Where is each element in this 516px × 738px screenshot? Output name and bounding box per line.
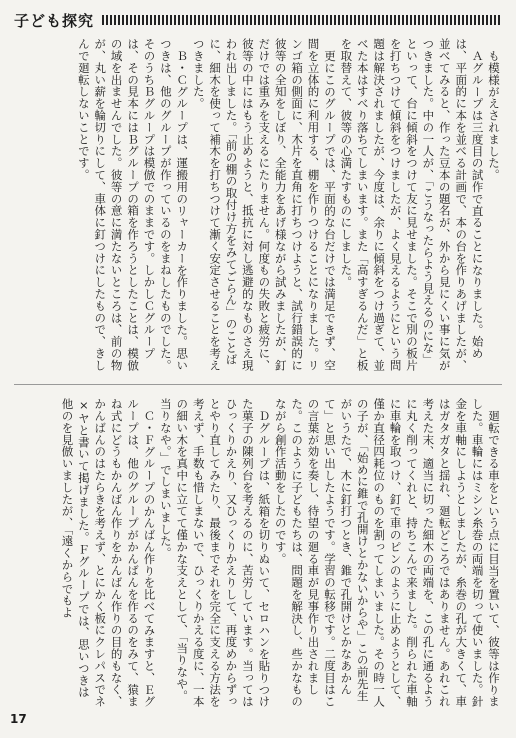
paragraph: Ｂ・Ｃグループは、運搬用のリャーカーを作りました。思いつきは、他のグループが作っているのをまねしたものでした。そのうちＢグループは模倣でのままです。しかしＣグループは、その見本にはＢグループの箱を作ろうとしたことは、模倣の域を出ませんでした。彼等の意に満たないところは、前の物が、丸い薪を輪切りにして、車体に釘つけにしたもので、きしんで廻転しないことです。 bbox=[76, 38, 190, 372]
paragraph: 更にこのグループでは、平面的な台だけでは満足できず、空間を立体的に利用する、棚を作りつけることになりました。リンゴ箱の側面に、木片を直角に打ちつけようと、試行錯誤的に彼等の全知をしぼり、全能力をあげ様ながら試みましたが、釘だけでは重みを支えるにたりません。何度もの失敗と疲労に、彼等の中にはもう止めようと、抵抗に対し逃避的なものさえ現われ出しました。「前の棚の取付け方をみてごらん」のことばに、細木を使って補木を打ちつけて漸く安定させることを考えつきました。 bbox=[191, 38, 337, 372]
paragraph: Ｃ・Ｆグループのかんばん作りを比べてみますと、Ｅグループは、他のグループがかんばんを作るのをみて、猿まね式にどうもかんばん作りをかんばん作りの目的もなく、かんばんのはたらきを考えず、とにかく板にクレパスでネ×ヤと書いて掲げました。Ｆグループでは、思いつきは他のを見倣いましたが、「遠くからでもよ bbox=[60, 398, 157, 708]
bottom-text-block bbox=[14, 398, 502, 708]
header-rule bbox=[102, 15, 502, 25]
section-title: 子ども探究 bbox=[14, 11, 95, 30]
section-divider bbox=[14, 384, 502, 385]
paragraph: Ｄグループは、紙箱を切りぬいて、セロハンを貼りつけた菓子の陳列台を考えるのに、苦労しています。当ってはひっくりかえり、又ひっくりかえりして、再度めからずっとやり直してみたり、最後までそれを完全に支える方法を考えず、手数も惜しまないで、ひっくりかえる度に、一本の細い木を真中に立てて僅かな支えとして、「当りなや。当りなや。」でしまいました。 bbox=[158, 398, 272, 708]
top-text-block bbox=[14, 38, 502, 376]
paragraph: も模様がえされました。 bbox=[487, 49, 501, 181]
page-header bbox=[14, 8, 502, 32]
paragraph: Ａグループは三度目の試作で直ることになりました。始めは、平面的に本を並べる計画で、本の台を作りあげましたが、並べてみると、作った豆本の題名が、外から見にくい事に気がつきました。中の一人が、「こうなったらよう見えるのにな」といって、台に傾斜をつけて友に見せました。そこで別の板片を打ちつけて傾斜をつけましたが、よく見えるようにという問題は解決されましたが、今度は、余りに傾斜をつけ過ぎて、並べた本はすべり落ちてしまいます。また「高すぎるんだ」と板を取替えて、彼等の心満たすものにしました。 bbox=[339, 38, 485, 372]
paragraph: 廻転できる車をという点に目当を置いて、彼等は作りました。車輪にはミシン糸巻の両端を切って使いました。針金を車軸にしようとしましたが、糸巻の孔が大きくて、車はガタガタと揺れ、廻転どころではありません。あれこれ考えた末、適当に切った細木の両端を、この孔に通るように丸く削ってくれと、持ちこんで来ました。削られた車軸に車輪を取つけ、釘で車のピンのように止めようとして、僅か直径四耗位のものを割ってしまいました。その時一人の子が、「始めに錐で孔開けとかないからや」この前先生がいうたで、木に釘打つとき、錐で孔開けとかなあかんて」と思い出したようです。学習の転移です。二度目はこの言葉が効を奏し、待望の廻る車が見事作り出されました。このように子どもたちは、問題を解決し、些かなものながら創作活動をしたのです。 bbox=[273, 398, 501, 708]
page-number: 17 bbox=[10, 712, 27, 726]
